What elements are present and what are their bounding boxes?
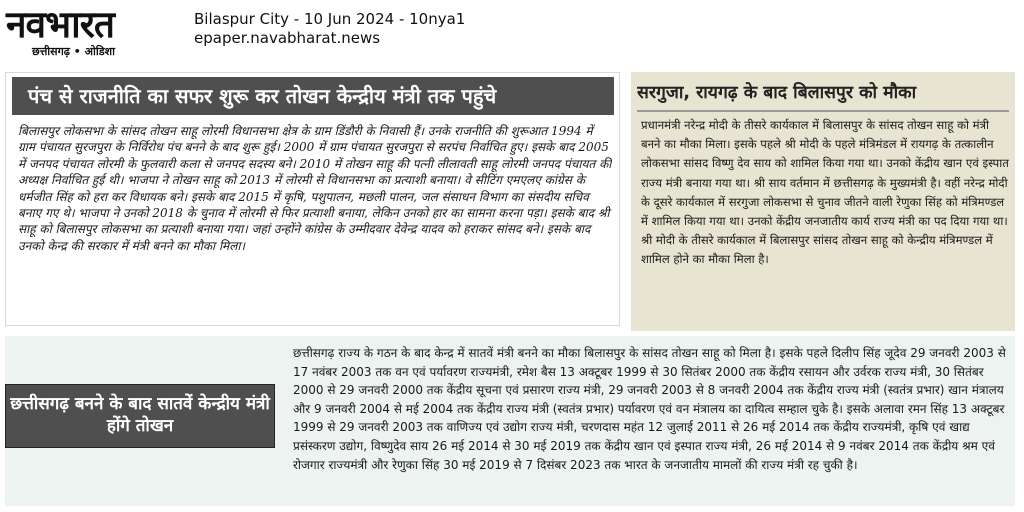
article-panch-se-rajneeti [5,72,620,326]
edition-line: Bilaspur City - 10 Jun 2024 - 10nya1 [194,10,466,28]
newspaper-logo[interactable] [6,4,174,60]
logo-region: छत्तीसगढ़ • ओडिशा [32,45,115,58]
masthead [0,0,1024,64]
website-link[interactable]: epaper.navabharat.news [194,29,381,47]
article-body: प्रधानमंत्री नरेन्द्र मोदी के तीसरे कार्यकाल में बिलासपुर के सांसद तोखन साहू को मंत्री बनने का मौका मिला। इसके पहले श्री मोदी के पहले मंत्रिमंडल में रायगढ़ के तत्कालीन लोकसभा सांसद विष्णु देव साय को शामिल किया गया था। उनको केंद्रीय खान एवं इस्पात राज्य मंत्री बनाया गया था। श्री साय वर्तमान में छत्तीसगढ़ के मुख्यमंत्री है। वहीं नरेन्द्र मोदी के दूसरे कार्यकाल में सरगुजा लोकसभा से चुनाव जीतने वाली रेणुका सिंह को मंत्रिमण्डल में शामिल किया गया था। उनको केंद्रीय जनजातीय कार्य राज्य मंत्री का पद दिया गया था। श्री मोदी के तीसरे कार्यकाल में बिलासपुर सांसद तोखन साहू को केन्द्रीय मंत्रिमण्डल में शामिल होने का मौका मिला है। [641,118,1009,267]
article-sarguja-raigarh [631,72,1015,331]
article-headline: सरगुजा, रायगढ़ के बाद बिलासपुर को मौका [637,83,917,103]
article-body: बिलासपुर लोकसभा के सांसद तोखन साहू लोरमी विधानसभा क्षेत्र के ग्राम डिंडौरी के निवासी हैं। उनके राजनीति की शुरूआत 1994 में ग्राम पंचायत सुरजपुरा के निर्विरोध पंच बनने के बाद शुरू हुई। 2000 में ग्राम पंचायत सुरजपुरा से सरपंच निर्वाचित हुए। इसके बाद 2005 में जनपद पंचायत लोरमी के फुलवारी कला से जनपद सदस्य बने। 2010 में तोखन साहू की पत्नी लीलावती साहू लोरमी जनपद पंचायत की अध्यक्ष निर्वाचित हुई थी। भाजपा ने तोखन साहू को 2013 में लोरमी से विधानसभा का प्रत्याशी बनाया। वे सीटिंग एमएलए कांग्रेस के धर्मजीत सिंह को हरा कर विधायक बने। इसके बाद 2015 में कृषि, पशुपालन, मछली पालन, जल संसाधन विभाग का संसदीय सचिव बनाए गए थे। भाजपा ने उनको 2018 के चुनाव में लोरमी से फिर प्रत्याशी बनाया, लेकिन उनको हार का सामना करना पड़ा। इसके बाद श्री साहू को बिलासपुर लोकसभा का प्रत्याशी बनाया गया। जहां उन्होंने कांग्रेस के उम्मीदवार देवेन्द्र यादव को हराकर सांसद बने। इसके बाद उनको केन्द्र की सरकार में मंत्री बनने का मौका मिला। [18,124,612,253]
article-body: छत्तीसगढ़ राज्य के गठन के बाद केन्द्र में सातवें मंत्री बनने का मौका बिलासपुर के सांसद तोखन साहू को मिला है। इसके पहले दिलीप सिंह जूदेव 29 जनवरी 2003 से 17 नवंबर 2003 तक वन एवं पर्यावरण राज्यमंत्री, रमेश बैस 13 अक्टूबर 1999 से 30 सितंबर 2000 तक केंद्रीय रसायन और उर्वरक राज्य मंत्री, 30 सितंबर 2000 से 29 जनवरी 2000 तक केंद्रीय सूचना एवं प्रसारण राज्य मंत्री, 29 जनवरी 2003 से 8 जनवरी 2004 तक केंद्रीय राज्य मंत्री (स्वतंत्र प्रभार) खान मंत्रालय और 9 जनवरी 2004 से मई 2004 तक केंद्रीय राज्य मंत्री (स्वतंत्र प्रभार) पर्यावरण एवं वन मंत्रालय का दायित्व सम्हाल चुके है। इसके अलावा रमन सिंह 13 अक्टूबर 1999 से 29 जनवरी 2003 तक वाणिज्य एवं उद्योग राज्य मंत्री, चरणदास महंत 12 जुलाई 2011 से 26 मई 2014 तक केंद्रीय राज्यमंत्री, कृषि एवं खाद्य प्रसंस्करण उद्योग, विष्णुदेव साय 26 मई 2014 से 30 मई 2019 तक केंद्रीय खान एवं इस्पात राज्य मंत्री, 26 मई 2014 से 9 नवंबर 2014 तक केंद्रीय श्रम एवं रोजगार राज्यमंत्री और रेणुका सिंह 30 मई 2019 से 7 दिसंबर 2023 तक भारत के जनजातीय मामलों की राज्य मंत्री रह चुकी है। [293,346,1006,472]
article-headline: पंच से राजनीति का सफर शुरू कर तोखन केन्द्रीय मंत्री तक पहुंचे [12,77,614,115]
edition-info [194,10,465,48]
headline-divider [637,110,1009,112]
article-saatven-mantri [5,336,1015,506]
article-headline: छत्तीसगढ़ बनने के बाद सातवें केन्द्रीय मंत्री होंगे तोखन [5,384,275,448]
logo-wordmark: नवभारत [6,2,114,46]
